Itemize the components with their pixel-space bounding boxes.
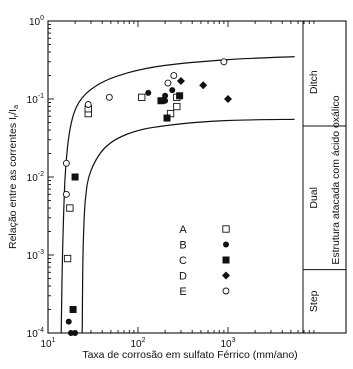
y-tick-label-exponent: 0 xyxy=(40,15,44,22)
point-series-a xyxy=(174,103,180,109)
right-axis-label: Estrutura atacada com ácido oxálico xyxy=(330,95,342,265)
y-tick-label xyxy=(27,249,44,262)
point-series-e xyxy=(171,73,177,79)
legend-marker-a xyxy=(223,226,229,232)
legend-label-e: E xyxy=(179,286,187,298)
point-series-c xyxy=(70,306,76,312)
legend-label-d: D xyxy=(179,270,187,283)
region-label-step: Step xyxy=(308,290,320,313)
data-points xyxy=(63,59,232,336)
legend-label-c: C xyxy=(179,255,187,267)
legend-marker-b xyxy=(223,242,229,248)
y-tick-label-base: 10 xyxy=(26,329,38,340)
plot-frame xyxy=(48,21,346,333)
y-tick-label-exponent: -2 xyxy=(37,171,44,178)
y-tick-label-base: 10 xyxy=(26,173,38,184)
legend xyxy=(179,224,230,298)
y-axis-label-mid: /I xyxy=(7,108,19,115)
point-series-c xyxy=(158,98,164,104)
point-series-b xyxy=(145,90,151,96)
y-axis-label xyxy=(7,105,20,249)
point-series-e xyxy=(63,160,69,166)
y-tick-label xyxy=(29,15,44,28)
point-series-a xyxy=(64,255,70,261)
y-tick-label-exponent: -3 xyxy=(37,249,44,256)
y-axis-ticks xyxy=(27,15,54,340)
x-tick-label-exponent: 3 xyxy=(231,337,236,344)
y-axis-label-sub-r: r xyxy=(13,114,20,118)
legend-label-a: A xyxy=(179,224,187,236)
point-series-b xyxy=(72,330,78,336)
y-tick-label xyxy=(27,171,44,184)
point-series-e xyxy=(63,191,69,197)
y-tick-label-exponent: -4 xyxy=(37,327,44,334)
point-series-e xyxy=(85,102,91,108)
y-tick-label-exponent: -1 xyxy=(37,93,44,100)
point-series-a xyxy=(67,205,73,211)
x-tick-label-base: 10 xyxy=(220,339,232,350)
point-series-c xyxy=(176,93,182,99)
x-tick-label-exponent: 1 xyxy=(51,337,56,344)
legend-marker-e xyxy=(223,288,229,294)
x-axis-label: Taxa de corrosão em sulfato Férrico (mm/ano) xyxy=(82,349,298,361)
point-series-e xyxy=(221,59,227,65)
y-tick-label-base: 10 xyxy=(26,251,38,262)
point-series-d xyxy=(199,81,207,89)
y-tick-label xyxy=(27,93,44,106)
envelope-lower-curve xyxy=(82,119,294,333)
y-axis-label-main: Relação entre as correntes I xyxy=(7,117,19,249)
legend-marker-d xyxy=(222,272,230,280)
point-series-b xyxy=(66,319,72,325)
region-label-dual: Dual xyxy=(308,187,320,209)
y-tick-label-base: 10 xyxy=(28,17,41,28)
x-tick-label-base: 10 xyxy=(40,339,52,350)
point-series-d xyxy=(177,77,185,85)
x-tick-label-base: 10 xyxy=(130,339,142,350)
point-series-c xyxy=(72,174,78,180)
x-tick-label xyxy=(40,337,55,350)
y-axis-label-sub-a: a xyxy=(13,105,20,109)
x-axis-ticks xyxy=(37,21,313,350)
point-series-b xyxy=(169,87,175,93)
point-series-a xyxy=(139,94,145,100)
point-series-c xyxy=(164,115,170,121)
y-tick-label-base: 10 xyxy=(26,95,38,106)
legend-label-b: B xyxy=(179,239,187,252)
legend-marker-c xyxy=(223,257,229,263)
point-series-e xyxy=(165,80,171,86)
point-series-e xyxy=(106,94,112,100)
point-series-d xyxy=(224,95,232,103)
region-label-ditch: Ditch xyxy=(308,70,320,95)
x-tick-label-exponent: 2 xyxy=(141,337,146,344)
